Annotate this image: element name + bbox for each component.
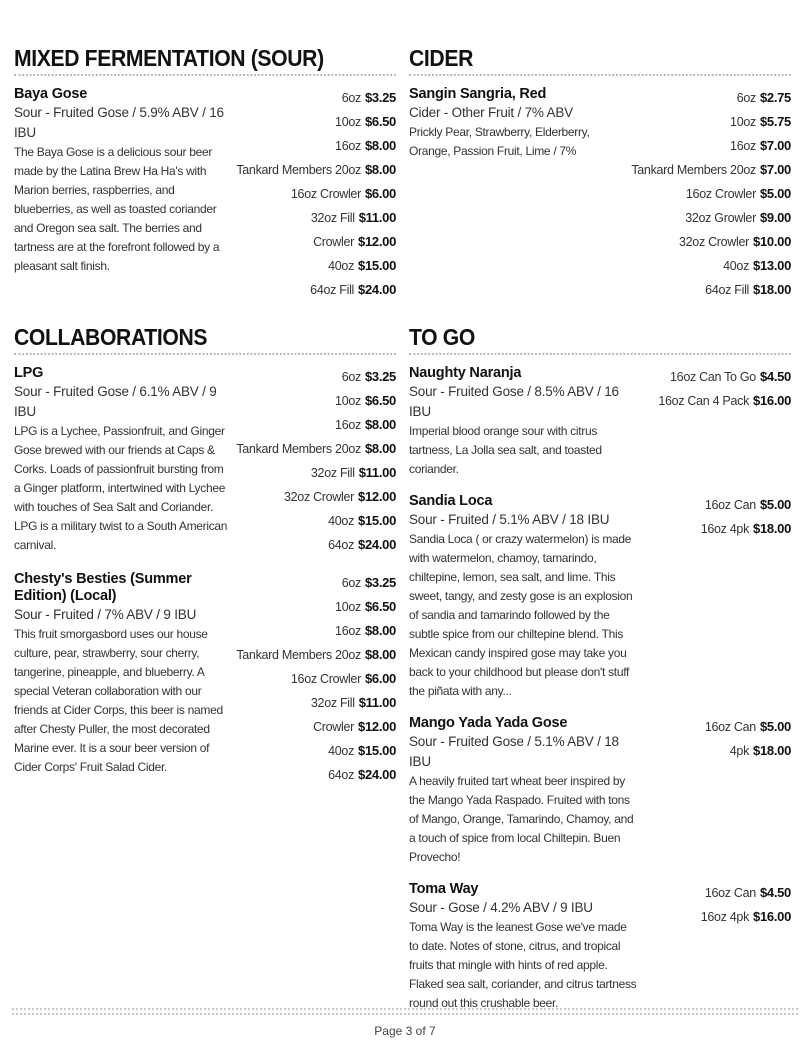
price-row <box>236 619 396 643</box>
item-style-abv-ibu: Sour - Fruited Gose / 5.9% ABV / 16 IBU <box>14 105 224 140</box>
price-list <box>639 365 791 479</box>
price-row <box>236 254 396 278</box>
price-size-label: Tankard Members 20oz <box>236 442 361 456</box>
price-amount: $3.25 <box>364 90 396 105</box>
menu-item <box>409 715 791 867</box>
item-description: Imperial blood orange sour with citrus tartness, La Jolla sea salt, and toasted coriander. <box>409 424 602 476</box>
price-amount: $15.00 <box>358 258 396 273</box>
price-amount: $11.00 <box>358 465 396 480</box>
price-row <box>236 461 396 485</box>
price-row <box>645 517 791 541</box>
price-size-label: 16oz Can <box>704 498 756 512</box>
price-size-label: 4pk <box>729 744 750 758</box>
price-size-label: 40oz <box>723 259 750 273</box>
price-row <box>236 278 396 302</box>
price-size-label: 40oz <box>328 744 355 758</box>
price-row <box>236 158 396 182</box>
price-amount: $12.00 <box>358 719 396 734</box>
item-name: Baya Gose <box>14 86 88 102</box>
price-amount: $8.00 <box>364 623 396 638</box>
price-amount: $24.00 <box>358 282 396 297</box>
price-size-label: 6oz <box>341 576 361 590</box>
price-amount: $11.00 <box>358 695 396 710</box>
price-size-label: 32oz Fill <box>310 211 355 225</box>
price-size-label: Tankard Members 20oz <box>236 648 361 662</box>
price-amount: $24.00 <box>358 537 396 552</box>
menu-item <box>409 881 791 1013</box>
price-amount: $2.75 <box>759 90 791 105</box>
price-size-label: 16oz 4pk <box>700 522 750 536</box>
price-row <box>236 413 396 437</box>
price-amount: $8.00 <box>364 417 396 432</box>
price-size-label: 32oz Crowler <box>283 490 355 504</box>
price-size-label: 6oz <box>736 91 756 105</box>
footer-divider <box>12 1013 798 1015</box>
item-name: Toma Way <box>409 881 479 897</box>
item-description: Toma Way is the leanest Gose we've made to date. Notes of stone, citrus, and tropical fruits that mingle with hints of red apple. Flaked sea salt, coriander, and citrus tartness round out this crushable beer. <box>409 920 637 1010</box>
price-row <box>631 158 791 182</box>
price-row <box>236 389 396 413</box>
price-row <box>236 571 396 595</box>
price-row <box>236 485 396 509</box>
price-size-label: 16oz Can <box>704 886 756 900</box>
price-row <box>631 134 791 158</box>
menu-item <box>409 365 791 479</box>
price-row <box>236 86 396 110</box>
price-amount: $18.00 <box>753 743 791 758</box>
price-amount: $7.00 <box>759 138 791 153</box>
item-style-abv-ibu: Sour - Gose / 4.2% ABV / 9 IBU <box>409 900 593 915</box>
price-amount: $11.00 <box>358 210 396 225</box>
price-amount: $9.00 <box>759 210 791 225</box>
price-row <box>236 182 396 206</box>
price-amount: $8.00 <box>364 162 396 177</box>
price-size-label: 16oz <box>335 624 361 638</box>
footer-divider <box>12 1008 798 1010</box>
price-amount: $3.25 <box>364 575 396 590</box>
price-size-label: Crowler <box>313 235 355 249</box>
item-info <box>409 86 625 302</box>
item-list <box>409 86 791 302</box>
item-description: LPG is a Lychee, Passionfruit, and Ginger Gose brewed with our friends at Caps & Corks. Loads of passionfruit bursting from a Ginger platform, intertwined with Lychee with touches of Sea Salt and Coriander. LPG is a military twist to a South American carnival. <box>14 424 228 552</box>
price-amount: $4.50 <box>759 369 791 384</box>
item-info <box>409 493 639 701</box>
price-row <box>645 739 791 763</box>
item-style-abv-ibu: Sour - Fruited Gose / 8.5% ABV / 16 IBU <box>409 384 619 419</box>
price-list <box>639 715 791 867</box>
price-size-label: Tankard Members 20oz <box>631 163 756 177</box>
item-info <box>14 86 230 302</box>
price-amount: $15.00 <box>358 513 396 528</box>
item-list <box>409 365 791 1013</box>
price-amount: $6.50 <box>364 114 396 129</box>
price-size-label: 10oz <box>335 394 361 408</box>
price-row <box>645 905 791 929</box>
price-amount: $16.00 <box>753 393 791 408</box>
menu-item <box>409 493 791 701</box>
price-row <box>645 389 791 413</box>
section-mixed-fermentation <box>14 44 396 316</box>
price-row <box>631 110 791 134</box>
price-row <box>645 715 791 739</box>
item-description: Prickly Pear, Strawberry, Elderberry, Orange, Passion Fruit, Lime / 7% <box>409 125 590 158</box>
price-row <box>631 86 791 110</box>
price-row <box>236 509 396 533</box>
price-amount: $15.00 <box>358 743 396 758</box>
price-row <box>645 493 791 517</box>
price-amount: $5.00 <box>759 719 791 734</box>
menu-item <box>409 86 791 302</box>
price-size-label: 16oz 4pk <box>700 910 750 924</box>
price-row <box>236 110 396 134</box>
price-row <box>645 365 791 389</box>
item-style-abv-ibu: Sour - Fruited Gose / 6.1% ABV / 9 IBU <box>14 384 217 419</box>
price-size-label: 40oz <box>328 514 355 528</box>
price-size-label: 32oz Crowler <box>678 235 750 249</box>
price-row <box>236 230 396 254</box>
price-amount: $3.25 <box>364 369 396 384</box>
price-size-label: 10oz <box>730 115 756 129</box>
price-size-label: 64oz Fill <box>705 283 750 297</box>
item-list <box>14 86 396 302</box>
price-size-label: 32oz Fill <box>310 466 355 480</box>
price-size-label: 64oz <box>328 768 355 782</box>
price-size-label: 32oz Fill <box>310 696 355 710</box>
section-title: TO GO <box>409 323 791 355</box>
price-row <box>236 595 396 619</box>
price-size-label: 40oz <box>328 259 355 273</box>
price-size-label: 10oz <box>335 600 361 614</box>
price-size-label: 10oz <box>335 115 361 129</box>
price-size-label: Tankard Members 20oz <box>236 163 361 177</box>
item-name: Naughty Naranja <box>409 365 522 381</box>
price-row <box>236 134 396 158</box>
price-row <box>236 739 396 763</box>
price-size-label: 16oz Crowler <box>290 672 361 686</box>
price-size-label: 16oz Can 4 Pack <box>658 394 750 408</box>
item-style-abv-ibu: Sour - Fruited / 5.1% ABV / 18 IBU <box>409 512 610 527</box>
price-amount: $8.00 <box>364 647 396 662</box>
item-style-abv-ibu: Sour - Fruited / 7% ABV / 9 IBU <box>14 607 197 622</box>
price-amount: $4.50 <box>759 885 791 900</box>
price-amount: $10.00 <box>753 234 791 249</box>
price-list <box>230 365 396 557</box>
price-row <box>631 206 791 230</box>
price-row <box>236 715 396 739</box>
price-row <box>631 182 791 206</box>
item-info <box>409 715 639 867</box>
section-title: COLLABORATIONS <box>14 323 396 355</box>
item-style-abv-ibu: Sour - Fruited Gose / 5.1% ABV / 18 IBU <box>409 734 619 769</box>
price-row <box>631 230 791 254</box>
price-row <box>236 365 396 389</box>
section-to-go <box>409 323 791 1027</box>
price-size-label: 6oz <box>341 91 361 105</box>
item-name: Chesty's Besties (Summer Edition) (Local) <box>14 571 192 604</box>
price-amount: $24.00 <box>358 767 396 782</box>
price-list <box>639 881 791 1013</box>
price-row <box>236 763 396 787</box>
item-info <box>14 571 230 787</box>
item-name: Sandia Loca <box>409 493 493 509</box>
price-amount: $6.50 <box>364 599 396 614</box>
section-cider <box>409 44 791 316</box>
price-row <box>645 881 791 905</box>
price-list <box>230 86 396 302</box>
menu-item <box>14 571 396 787</box>
price-amount: $16.00 <box>753 909 791 924</box>
section-title: MIXED FERMENTATION (SOUR) <box>14 44 396 76</box>
price-amount: $8.00 <box>364 441 396 456</box>
price-size-label: 16oz <box>335 139 361 153</box>
price-amount: $18.00 <box>753 282 791 297</box>
price-list <box>230 571 396 787</box>
price-amount: $12.00 <box>358 234 396 249</box>
price-row <box>236 643 396 667</box>
price-row <box>236 437 396 461</box>
price-amount: $6.00 <box>364 671 396 686</box>
price-amount: $6.00 <box>364 186 396 201</box>
price-row <box>631 278 791 302</box>
item-description: Sandia Loca ( or crazy watermelon) is made with watermelon, chamoy, tamarindo, chiltepine, lemon, sea salt, and lime. This sweet, tangy, and zesty gose is an explosion of sandia and tamarindo followed by the subtle spice from our chiltepine blend. This Mexican candy inspired gose may take you back to your childhood but please don't stuff the piñata with any... <box>409 532 633 698</box>
price-row <box>236 667 396 691</box>
page-number: Page 3 of 7 <box>374 1024 436 1038</box>
price-row <box>236 206 396 230</box>
menu-item <box>14 365 396 557</box>
price-amount: $13.00 <box>753 258 791 273</box>
price-row <box>236 691 396 715</box>
price-amount: $8.00 <box>364 138 396 153</box>
price-amount: $5.75 <box>759 114 791 129</box>
price-row <box>236 533 396 557</box>
price-size-label: 16oz <box>335 418 361 432</box>
item-description: The Baya Gose is a delicious sour beer made by the Latina Brew Ha Ha's with Marion berries, raspberries, and blueberries, as well as toasted coriander and Oregon sea salt. The berries and tartness are at the forefront followed by a pleasant salt finish. <box>14 145 220 273</box>
menu-item <box>14 86 396 302</box>
item-description: A heavily fruited tart wheat beer inspired by the Mango Yada Raspado. Fruited with tons of Mango, Orange, Tamarindo, Chamoy, and a touch of spice from local Chiltepin. Buen Provecho! <box>409 774 634 864</box>
price-list <box>639 493 791 701</box>
price-size-label: 16oz <box>730 139 756 153</box>
item-info <box>409 881 639 1013</box>
price-amount: $18.00 <box>753 521 791 536</box>
price-size-label: 64oz Fill <box>310 283 355 297</box>
price-amount: $7.00 <box>759 162 791 177</box>
price-size-label: 16oz Can To Go <box>670 370 756 384</box>
price-list <box>625 86 791 302</box>
item-description: This fruit smorgasbord uses our house culture, pear, strawberry, sour cherry, tangerine, pineapple, and blueberry. A special Veteran collaboration with our friends at Cider Corps, this beer is named after Chesty Puller, the most decorated Marine ever. It is a sour beer version of Cider Corps' Fruit Salad Cider. <box>14 627 223 774</box>
price-amount: $5.00 <box>759 186 791 201</box>
price-size-label: 16oz Crowler <box>290 187 361 201</box>
price-size-label: 64oz <box>328 538 355 552</box>
section-collaborations <box>14 323 396 801</box>
item-list <box>14 365 396 787</box>
price-size-label: 16oz Crowler <box>685 187 756 201</box>
item-style-abv-ibu: Cider - Other Fruit / 7% ABV <box>409 105 573 120</box>
price-size-label: 16oz Can <box>704 720 756 734</box>
item-name: Mango Yada Yada Gose <box>409 715 568 731</box>
price-size-label: 6oz <box>341 370 361 384</box>
price-size-label: Crowler <box>313 720 355 734</box>
item-name: Sangin Sangria, Red <box>409 86 547 102</box>
price-amount: $6.50 <box>364 393 396 408</box>
item-name: LPG <box>14 365 44 381</box>
item-info <box>409 365 639 479</box>
price-row <box>631 254 791 278</box>
price-size-label: 32oz Growler <box>685 211 756 225</box>
price-amount: $12.00 <box>358 489 396 504</box>
item-info <box>14 365 230 557</box>
price-amount: $5.00 <box>759 497 791 512</box>
section-title: CIDER <box>409 44 791 76</box>
